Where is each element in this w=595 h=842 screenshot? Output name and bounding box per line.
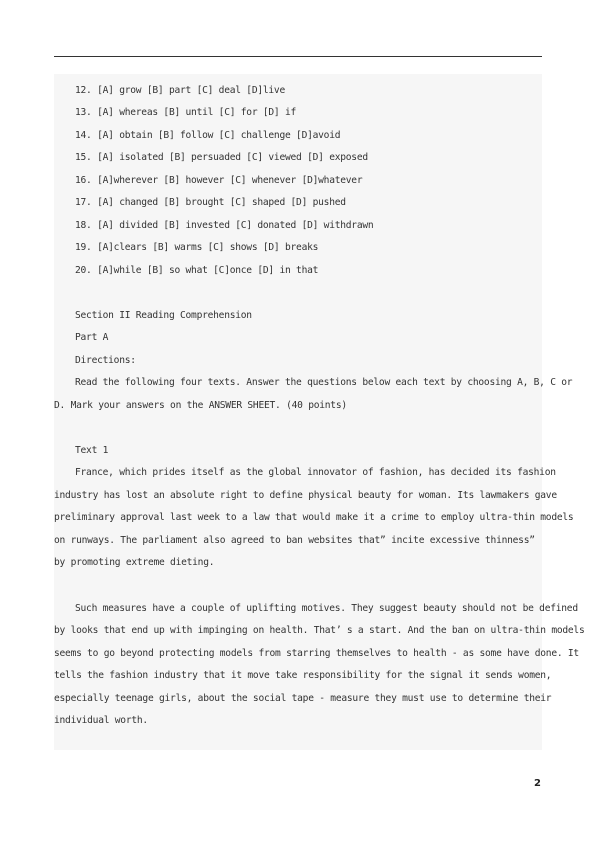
header-rule [54, 56, 542, 57]
option-line: 13. [A] whereas [B] until [C] for [D] if [75, 107, 297, 118]
paragraph-line: tells the fashion industry that it move take responsibility for the signal it sends women, [54, 670, 552, 681]
page-content [54, 74, 585, 750]
paragraph-line: France, which prides itself as the global innovator of fashion, has decided its fashion [75, 467, 556, 478]
page-number: 2 [534, 778, 541, 789]
paragraph-line: industry has lost an absolute right to define physical beauty for woman. Its lawmakers gave [54, 490, 557, 501]
option-line: 18. [A] divided [B] invested [C] donated [D] withdrawn [75, 220, 374, 231]
paragraph-line: by looks that end up with impinging on health. That’ s a start. And the ban on ultra-thin models [54, 625, 585, 636]
part-title: Part A [75, 332, 109, 343]
option-line: 16. [A]wherever [B] however [C] whenever [D]whatever [75, 175, 363, 186]
directions-text: D. Mark your answers on the ANSWER SHEET. (40 points) [54, 400, 347, 411]
option-line: 15. [A] isolated [B] persuaded [C] viewed [D] exposed [75, 152, 368, 163]
directions-label: Directions: [75, 355, 136, 366]
paragraph-line: individual worth. [54, 715, 148, 726]
option-line: 12. [A] grow [B] part [C] deal [D]live [75, 85, 285, 96]
paragraph-line: by promoting extreme dieting. [54, 557, 215, 568]
paragraph-line: Such measures have a couple of uplifting motives. They suggest beauty should not be defined [75, 603, 578, 614]
directions-text: Read the following four texts. Answer the questions below each text by choosing A, B, C or [75, 377, 573, 388]
option-line: 17. [A] changed [B] brought [C] shaped [D] pushed [75, 197, 346, 208]
section-title: Section II Reading Comprehension [75, 310, 252, 321]
paragraph-line: seems to go beyond protecting models from starring themselves to health - as some have done. It [54, 648, 579, 659]
paragraph-line: on runways. The parliament also agreed to ban websites that” incite excessive thinness” [54, 535, 535, 546]
text-title: Text 1 [75, 445, 109, 456]
option-line: 19. [A]clears [B] warms [C] shows [D] breaks [75, 242, 319, 253]
option-line: 20. [A]while [B] so what [C]once [D] in that [75, 265, 319, 276]
paragraph-line: preliminary approval last week to a law that would make it a crime to employ ultra-thin models [54, 512, 574, 523]
option-line: 14. [A] obtain [B] follow [C] challenge [D]avoid [75, 130, 341, 141]
paragraph-line: especially teenage girls, about the social tape - measure they must use to determine their [54, 693, 552, 704]
